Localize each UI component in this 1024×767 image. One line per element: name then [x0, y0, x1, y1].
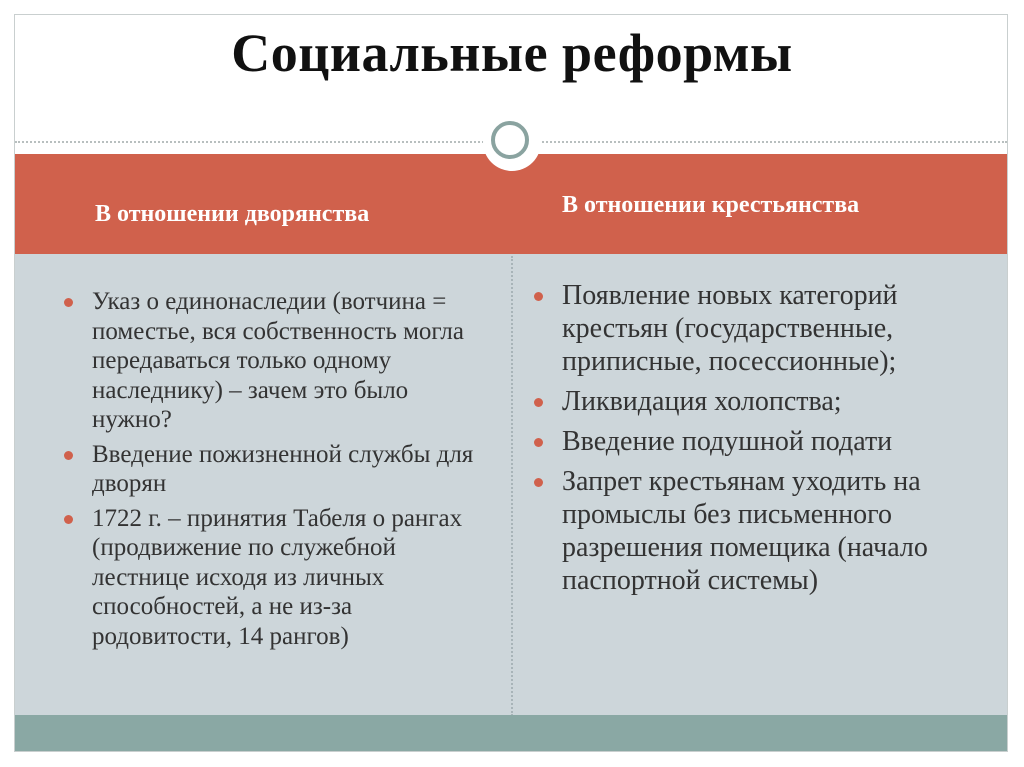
- list-item: [562, 279, 982, 378]
- column-heading-peasantry: В отношении крестьянства: [562, 192, 860, 218]
- list-item: [562, 425, 982, 458]
- bullet-dot-icon: [534, 438, 543, 447]
- list-item-text: Введение пожизненной службы для дворян: [92, 440, 474, 497]
- bullet-dot-icon: [64, 515, 73, 524]
- circle-ornament-icon: [491, 121, 529, 159]
- list-item-text: Ликвидация холопства;: [562, 386, 842, 417]
- bullet-dot-icon: [534, 292, 543, 301]
- peasantry-reform-list: [562, 279, 982, 604]
- list-item-text: Введение подушной подати: [562, 426, 893, 457]
- footer-band: [15, 715, 1007, 751]
- list-item-text: 1722 г. – принятия Табеля о рангах (продвижение по служебной лестнице исходя из личных способностей, а не из-за родовитости, 14 рангов): [92, 504, 463, 650]
- list-item: [92, 440, 492, 499]
- bullet-dot-icon: [534, 478, 543, 487]
- list-item-text: Запрет крестьянам уходить на промыслы без письменного разрешения помещика (начало паспортной системы): [562, 466, 928, 596]
- list-item: [92, 287, 492, 435]
- column-separator: [511, 256, 513, 716]
- slide-title: Социальные реформы: [231, 23, 793, 83]
- list-item-text: Появление новых категорий крестьян (государственные, приписные, посессионные);: [562, 280, 898, 377]
- list-item: [92, 504, 492, 652]
- list-item: [562, 465, 982, 597]
- bullet-dot-icon: [534, 398, 543, 407]
- bullet-dot-icon: [64, 298, 73, 307]
- list-item-text: Указ о единонаследии (вотчина = поместье, вся собственность могла передаваться только одному наследнику) – зачем это было нужно?: [92, 288, 464, 433]
- list-item: [562, 385, 982, 418]
- column-heading-nobility: В отношении дворянства: [95, 201, 370, 227]
- nobility-reform-list: [92, 287, 492, 656]
- bullet-dot-icon: [64, 451, 73, 460]
